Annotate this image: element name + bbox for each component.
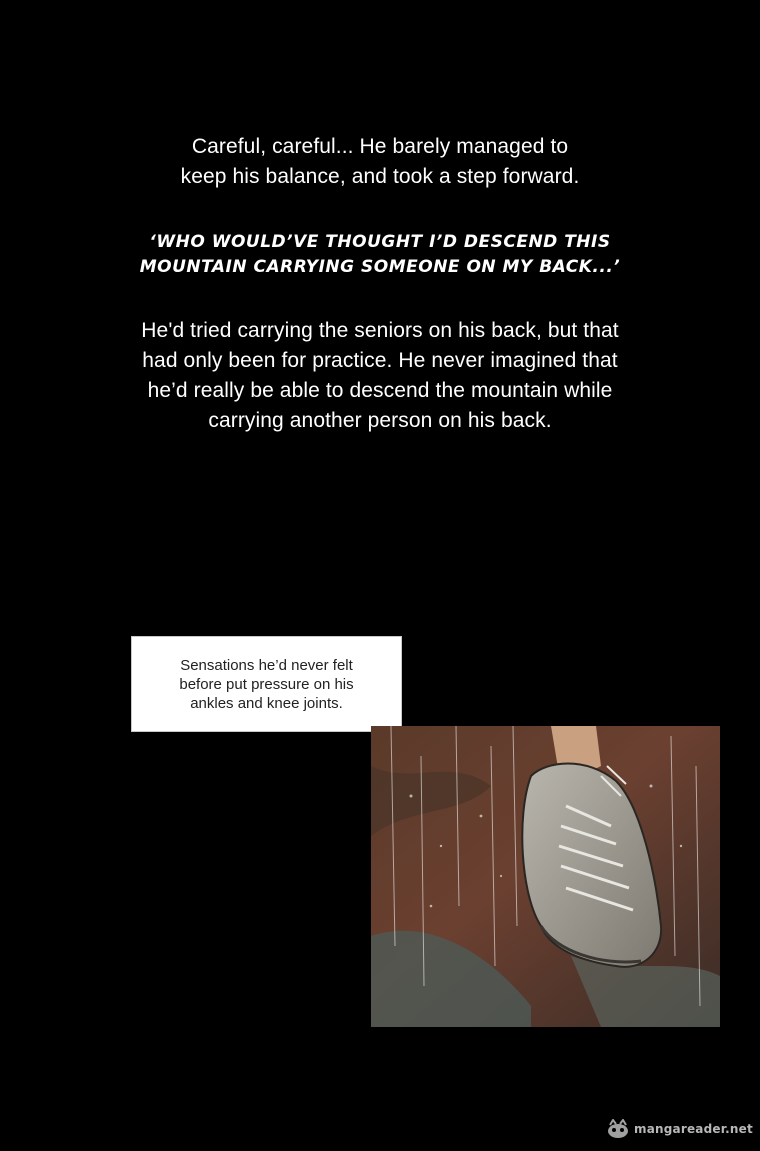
watermark-logo-icon bbox=[606, 1119, 630, 1139]
narration-line: had only been for practice. He never imagined that bbox=[142, 349, 618, 372]
boot-illustration bbox=[371, 726, 720, 1027]
caption-line: before put pressure on his bbox=[179, 675, 354, 693]
comic-panel-boot-in-rain bbox=[371, 726, 720, 1027]
inner-thought bbox=[0, 230, 760, 280]
narration-line: keep his balance, and took a step forward. bbox=[180, 165, 580, 188]
narration-line: carrying another person on his back. bbox=[208, 409, 552, 432]
thought-line: MOUNTAIN CARRYING SOMEONE ON MY BACK...’ bbox=[139, 257, 621, 277]
thought-line: ‘WHO WOULD’VE THOUGHT I’D DESCEND THIS bbox=[149, 232, 611, 252]
caption-line: Sensations he’d never felt bbox=[180, 656, 353, 674]
site-watermark bbox=[606, 1116, 753, 1142]
narration-line: Careful, careful... He barely managed to bbox=[191, 135, 569, 158]
narration-line: he’d really be able to descend the mountain while bbox=[147, 379, 613, 402]
narration-bottom bbox=[0, 316, 760, 436]
narration-top bbox=[0, 132, 760, 192]
caption-text bbox=[162, 656, 372, 713]
narration-line: He'd tried carrying the seniors on his back, but that bbox=[141, 319, 619, 342]
caption-line: ankles and knee joints. bbox=[190, 694, 343, 712]
caption-box bbox=[131, 636, 402, 732]
watermark-text: mangareader.net bbox=[634, 1122, 753, 1136]
